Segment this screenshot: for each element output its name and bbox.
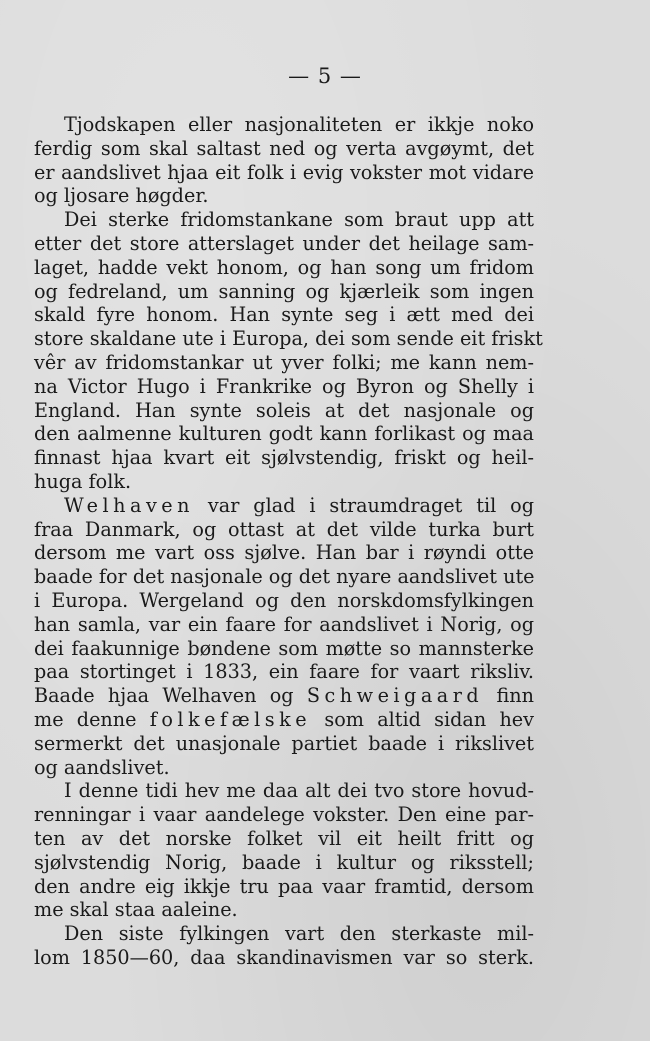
text-line-content: Tjodskapen eller nasjonaliteten er ikkje noko [64, 113, 534, 136]
text-line [34, 446, 534, 470]
text-line-content: som altid sidan hev [311, 707, 534, 731]
text-line [34, 732, 534, 756]
text-line [34, 351, 534, 375]
text-line [34, 232, 534, 256]
text-line [34, 161, 534, 185]
text-line [34, 208, 534, 232]
text-line-content: i Europa. Wergeland og den norskdomsfylkingen [34, 588, 534, 612]
text-line-content: Den siste fylkingen vart den sterkaste mil- [64, 922, 534, 946]
text-line-content: dersom me vart oss sjølve. Han bar i røyndi otte [34, 541, 534, 565]
text-line [34, 779, 534, 803]
text-line [34, 875, 534, 899]
text-line [34, 803, 534, 827]
text-line-lead: Baade hjaa Welhaven og [34, 684, 307, 708]
text-line-content: den aalmenne kulturen godt kann forlikast og maa [34, 422, 534, 446]
text-line-content: den andre eig ikkje tru paa vaar framtid, dersom [34, 874, 534, 898]
text-line [34, 113, 534, 137]
text-line [34, 327, 543, 351]
text-line-content: dei faakunnige bøndene som møtte so mannsterke [34, 636, 534, 660]
text-line-lead: me denne [34, 707, 150, 731]
text-line-content: skald fyre honom. Han synte seg i ætt med dei [34, 303, 534, 327]
text-line [34, 851, 534, 875]
text-line [34, 399, 534, 423]
text-line-content: og fedreland, um sanning og kjærleik som ingen [34, 279, 534, 303]
text-line [34, 898, 534, 922]
text-line [34, 137, 534, 161]
spaced-name: folkefælske [149, 707, 312, 731]
text-line-content: Dei sterke fridomstankane som braut upp att [64, 208, 534, 232]
text-line [34, 613, 534, 637]
text-line-content: I denne tidi hev me daa alt dei tvo store hovud- [64, 779, 534, 803]
page-number: — 5 — [288, 64, 362, 88]
text-line [34, 470, 534, 494]
text-line-content: ferdig som skal saltast ned og verta avgøymt, det [34, 136, 534, 160]
text-line-content: baade for det nasjonale og det nyare aandslivet ute [34, 565, 535, 589]
text-line [34, 946, 534, 970]
text-line [34, 922, 534, 946]
text-line-content: finnast hjaa kvart eit sjølvstendig, friskt og heil- [34, 446, 534, 470]
text-line [34, 518, 534, 542]
text-line-content: huga folk. [34, 469, 132, 493]
text-line-content: sermerkt det unasjonale partiet baade i rikslivet [34, 731, 534, 755]
text-line [34, 541, 534, 565]
text-line [34, 280, 534, 304]
text-line-content: sjølvstendig Norig, baade i kultur og riksstell; [34, 850, 534, 874]
spaced-name: Welhaven [64, 493, 194, 517]
text-line [34, 184, 534, 208]
text-line-content: vêr av fridomstankar ut yver folki; me kann nem- [34, 350, 534, 374]
text-line-content: me skal staa aaleine. [34, 898, 238, 922]
text-line [34, 660, 534, 684]
text-line-content: han samla, var ein faare for aandslivet i Norig, og [34, 612, 534, 636]
text-line-content: renningar i vaar aandelege vokster. Den eine par- [34, 803, 534, 827]
body-text [34, 113, 543, 970]
text-line-content: paa stortinget i 1833, ein faare for vaart riksliv. [34, 660, 534, 684]
text-line-content: etter det store atterslaget under det heilage sam- [34, 231, 534, 255]
spaced-name: Schweigaard [306, 684, 484, 708]
text-line-content: og ljosare høgder. [34, 184, 209, 208]
text-line [34, 422, 534, 446]
text-line-content: er aandslivet hjaa eit folk i evig vokster mot vidare [34, 160, 534, 184]
text-line-content: ten av det norske folket vil eit heilt fritt og [34, 826, 534, 850]
text-line-content: finn [483, 684, 534, 708]
text-line-content: na Victor Hugo i Frankrike og Byron og Shelly i [34, 374, 534, 398]
text-line [34, 256, 534, 280]
text-line-content: og aandslivet. [34, 755, 170, 779]
text-line-content: England. Han synte soleis at det nasjonale og [34, 398, 534, 422]
text-line [34, 756, 534, 780]
text-line-content: lom 1850—60, daa skandinavismen var so sterk. [34, 945, 534, 969]
text-line [34, 589, 534, 613]
text-line [34, 303, 534, 327]
text-line-content: store skaldane ute i Europa, dei som sende eit friskt [34, 327, 543, 351]
text-line [34, 494, 534, 518]
text-line [34, 827, 534, 851]
text-line-content: laget, hadde vekt honom, og han song um fridom [34, 255, 534, 279]
text-line [34, 375, 534, 399]
text-line-content: var glad i straumdraget til og [194, 493, 534, 517]
text-line [34, 637, 534, 661]
text-line [34, 565, 534, 589]
text-line-content: fraa Danmark, og ottast at det vilde turka burt [34, 517, 534, 541]
text-line [34, 684, 534, 708]
text-line [34, 708, 534, 732]
